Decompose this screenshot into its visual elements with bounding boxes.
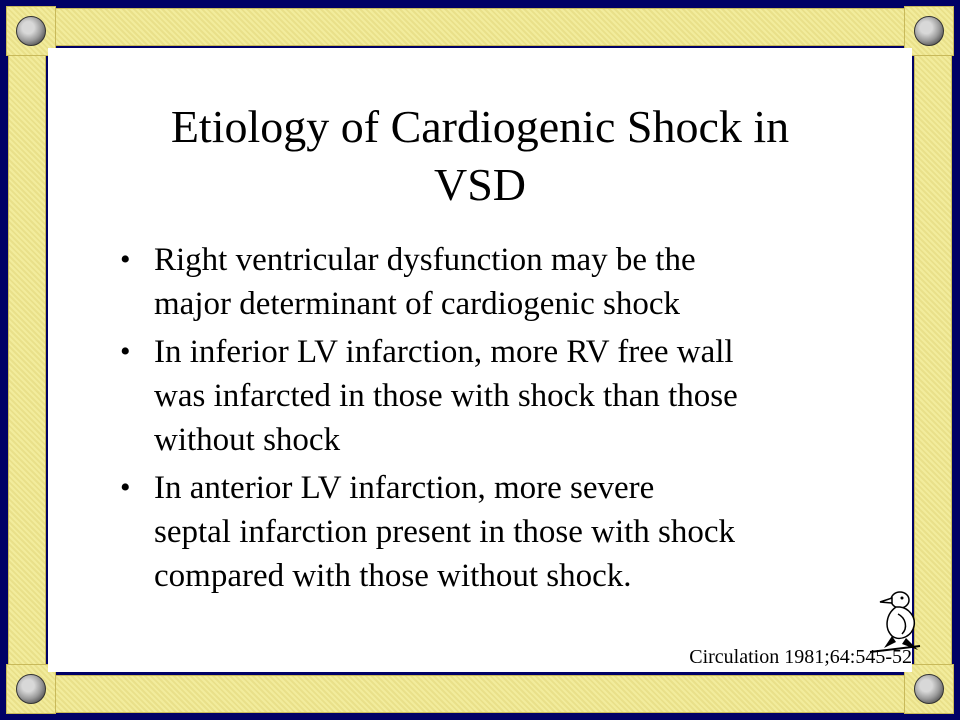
bullet-line: without shock xyxy=(154,422,341,458)
bullet-line: was infarcted in those with shock than those xyxy=(154,378,738,414)
bullet-dot-icon: • xyxy=(120,335,131,368)
bullet-item xyxy=(120,330,880,462)
frame-top-bar xyxy=(48,8,912,46)
bullet-item xyxy=(120,238,880,326)
slide-title-line-2: VSD xyxy=(433,159,527,210)
bird-clipart-icon xyxy=(866,586,922,654)
frame-right-bar xyxy=(914,48,952,672)
corner-knob-icon xyxy=(914,16,944,46)
bullet-line: Right ventricular dysfunction may be the xyxy=(154,242,696,278)
bullet-list xyxy=(120,238,880,602)
frame-left-bar xyxy=(8,48,46,672)
slide-title xyxy=(48,98,912,214)
corner-knob-icon xyxy=(16,674,46,704)
corner-knob-icon xyxy=(16,16,46,46)
bullet-dot-icon: • xyxy=(120,243,131,276)
bullet-dot-icon: • xyxy=(120,471,131,504)
bullet-line: compared with those without shock. xyxy=(154,558,632,594)
bullet-line: septal infarction present in those with shock xyxy=(154,514,736,550)
corner-knob-icon xyxy=(914,674,944,704)
citation-text: Circulation 1981;64:545-52 xyxy=(689,646,912,668)
bullet-item xyxy=(120,466,880,598)
bullet-line: In inferior LV infarction, more RV free wall xyxy=(154,334,734,370)
frame-bottom-bar xyxy=(48,675,912,713)
slide-title-line-1: Etiology of Cardiogenic Shock in xyxy=(170,101,790,152)
bullet-line: major determinant of cardiogenic shock xyxy=(154,286,680,322)
bullet-line: In anterior LV infarction, more severe xyxy=(154,470,655,506)
slide-canvas xyxy=(48,48,912,672)
